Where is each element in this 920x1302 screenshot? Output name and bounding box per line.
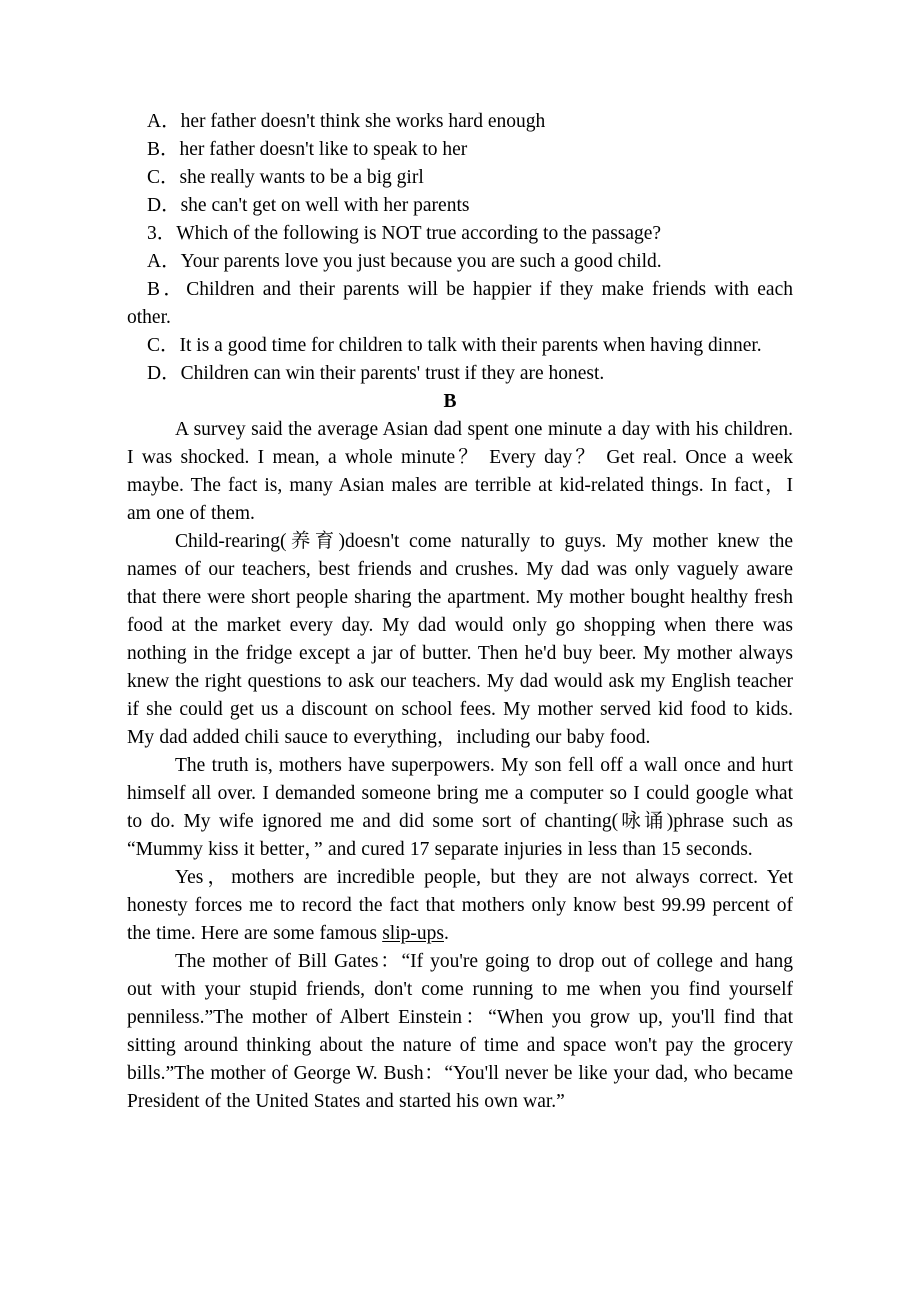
option-item: A．her father doesn't think she works hard enough [147,111,546,132]
passage-paragraph: The truth is, mothers have superpowers. My son fell off a wall once and hurt himself all over. I demanded someone bring me a computer so I could google what to do. My wife ignored me and did some sort of chanting(咏诵)phrase such as “Mummy kiss it better，” and cured 17 separate injuries in less than 15 seconds. [127,755,793,860]
option-item: A．Your parents love you just because you are such a good child. [147,251,662,272]
passage-paragraph: A survey said the average Asian dad spent one minute a day with his children. I was shocked. I mean, a whole minute？ Every day？ Get real. Once a week maybe. The fact is, many Asian males are terrible at kid-related things. In fact，I am one of them. [127,419,793,524]
option-item: D．Children can win their parents' trust if they are honest. [147,363,605,384]
question-stem-3: 3．Which of the following is NOT true according to the passage? [147,223,662,244]
passage-paragraph: Child-rearing(养育)doesn't come naturally to guys. My mother knew the names of our teachers, best friends and crushes. My dad was only vaguely aware that there were short people sharing the apartment. My mother bought healthy fresh food at the market every day. My dad would only go shopping when there was nothing in the fridge except a jar of butter. Then he'd buy beer. My mother always knew the right questions to ask our teachers. My dad would ask my English teacher if she could get us a discount on school fees. My mother served kid food to kids. My dad added chili sauce to everything，including our baby food. [127,531,793,748]
passage-paragraph-with-vocab [127,864,793,948]
option-item: B．her father doesn't like to speak to her [147,139,468,160]
paragraph-text-after-vocab: . [443,923,449,944]
option-item: C．she really wants to be a big girl [147,167,424,188]
section-heading-b: B [443,391,457,412]
option-item: B．Children and their parents will be happier if they make friends with each other. [127,279,793,328]
options-group-question-2 [127,108,793,220]
passage-paragraph-quotes: The mother of Bill Gates：“If you're going to drop out of college and hang out with your stupid friends, don't come running to me when you find yourself penniless.”The mother of Albert Einstein：“When you grow up, you'll find that sitting around thinking about the nature of time and space won't pay the grocery bills.”The mother of George W. Bush：“You'll never be like your dad, who became President of the United States and started his own war.” [127,951,793,1112]
page-content [127,108,793,1116]
option-item: C．It is a good time for children to talk with their parents when having dinner. [147,335,762,356]
option-item: D．she can't get on well with her parents [147,195,470,216]
options-group-question-3 [127,248,793,388]
paragraph-text-before-vocab: Yes，mothers are incredible people, but they are not always correct. Yet honesty forces me to record the fact that mothers only know best 99.99 percent of the time. Here are some famous [127,867,793,944]
vocabulary-term-slip-ups: slip-ups [382,923,444,944]
